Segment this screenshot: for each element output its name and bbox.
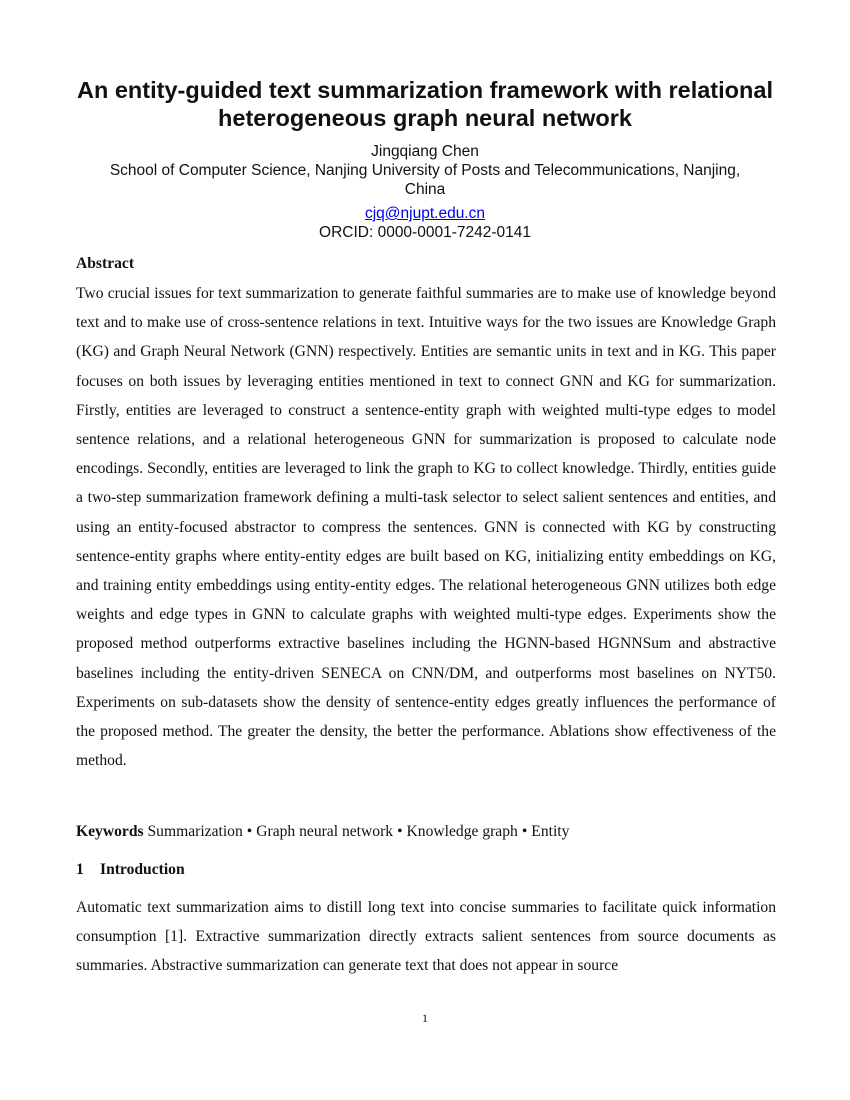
- abstract-heading: Abstract: [76, 255, 135, 272]
- keyword-item: Graph neural network: [256, 823, 394, 840]
- keyword-item: Summarization: [147, 823, 243, 840]
- author-block: [60, 142, 790, 242]
- keywords: [76, 820, 776, 844]
- section-title: Introduction: [100, 861, 185, 878]
- affiliation-line-1: School of Computer Science, Nanjing University of Posts and Telecommunications, Nanjing,: [109, 162, 741, 179]
- orcid: ORCID: 0000-0001-7242-0141: [319, 224, 531, 241]
- page-number: 1: [422, 1011, 428, 1025]
- introduction-text: Automatic text summarization aims to distill long text into concise summaries to facilitate quick information consumption [1]. Extractive summarization directly extracts salient sentences from source documents as summaries. Abstractive summarization can generate text that does not appear in source: [76, 899, 776, 975]
- affiliation-line-2: China: [404, 181, 446, 198]
- keyword-separator: •: [521, 823, 528, 840]
- email-link[interactable]: cjq@njupt.edu.cn: [364, 205, 485, 222]
- keyword-separator: •: [397, 823, 403, 840]
- keyword-separator: •: [246, 823, 253, 840]
- author-name: Jingqiang Chen: [371, 143, 479, 160]
- keywords-label: Keywords: [76, 823, 144, 840]
- abstract-text: Two crucial issues for text summarization to generate faithful summaries are to make use of knowledge beyond text and to make use of cross-sentence relations in text. Intuitive ways for the two issues are Knowledge Graph (KG) and Graph Neural Network (GNN) respectively. Entities are semantic units in text and in KG. This paper focuses on both issues by leveraging entities mentioned in text to connect GNN and KG for summarization. Firstly, entities are leveraged to construct a sentence-entity graph with weighted multi-type edges to model sentence relations, and a relational heterogeneous GNN for summarization is proposed to calculate node encodings. Secondly, entities are leveraged to link the graph to KG to collect knowledge. Thirdly, entities guide a two-step summarization framework defining a multi-task selector to select salient sentences and entities, and using an entity-focused abstractor to compress the sentences. GNN is connected with KG by constructing sentence-entity graphs where entity-entity edges are built based on KG, initializing entity embeddings on KG, and training entity embeddings using entity-entity edges. The relational heterogeneous GNN utilizes both edge weights and edge types in GNN to calculate graphs with weighted multi-type edges. Experiments show the proposed method outperforms extractive baselines including the HGNN-based HGNNSum and abstractive baselines including the entity-driven SENECA on CNN/DM, and outperforms most baselines on NYT50. Experiments on sub-datasets show the density of sentence-entity edges greatly influences the performance of the proposed method. The greater the density, the better the performance. Ablations show effectiveness of the method.: [76, 285, 776, 770]
- section-heading-introduction: [76, 858, 185, 882]
- section-number: 1: [76, 861, 84, 878]
- email-line: [60, 204, 790, 223]
- paper-title: An entity-guided text summarization framework with relational heterogeneous graph neural network: [77, 77, 773, 131]
- keyword-item: Knowledge graph: [406, 823, 518, 840]
- keyword-item: Entity: [531, 823, 570, 840]
